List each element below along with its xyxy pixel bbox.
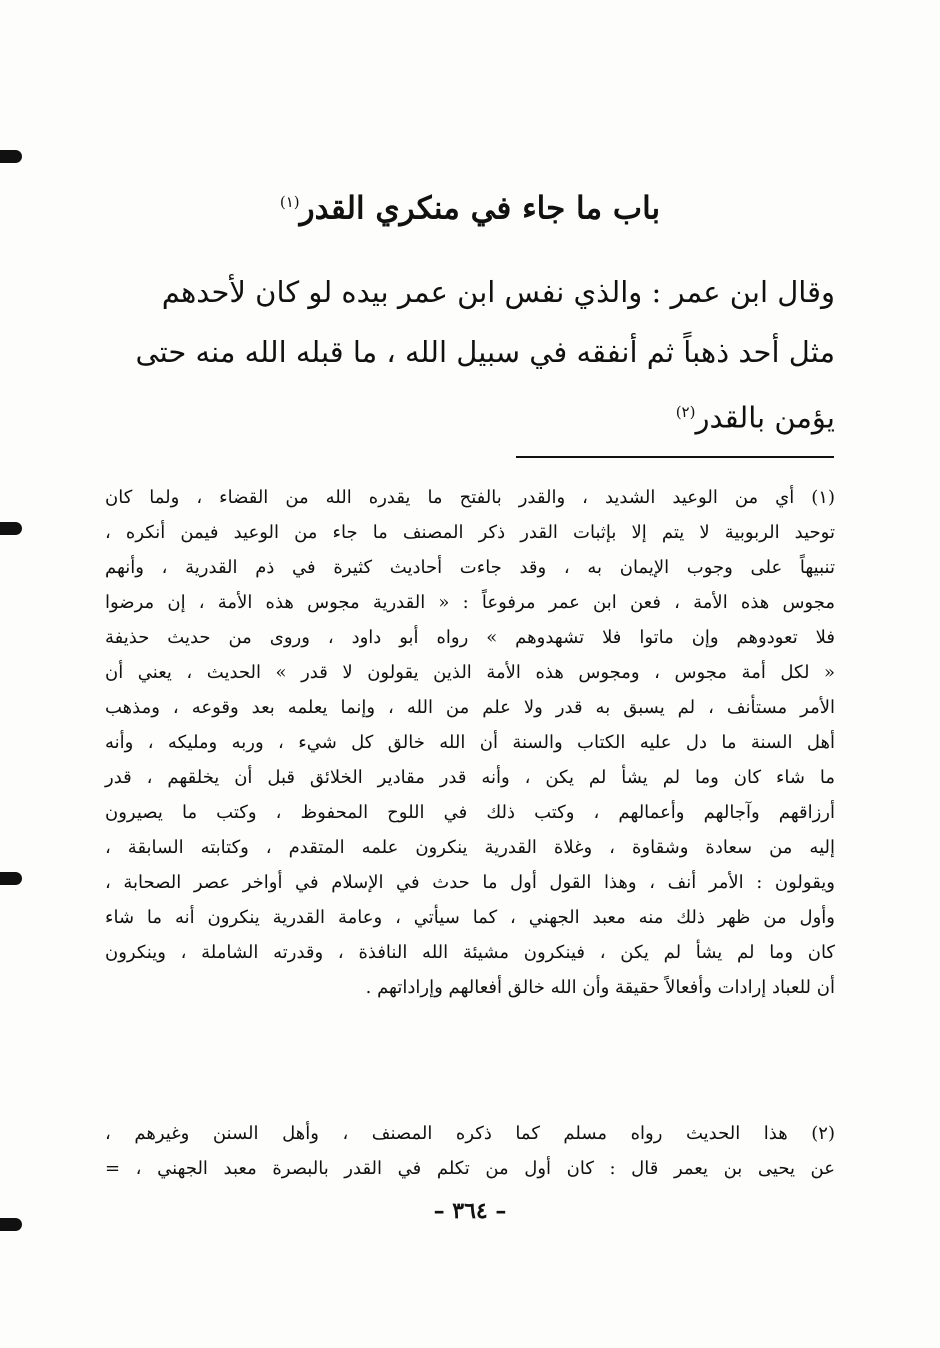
chapter-title-text: باب ما جاء في منكري القدر xyxy=(299,190,661,227)
binding-mark xyxy=(0,872,22,885)
footnote-separator xyxy=(516,456,834,458)
footnote-1-line: إليه من سعادة وشقاوة ، وغلاة القدرية ينكرون علمه المتقدم ، وكتابته السابقة ، xyxy=(105,837,835,858)
main-text-footnote-ref: (٢) xyxy=(675,403,696,421)
footnote-1-line: مجوس هذه الأمة ، فعن ابن عمر مرفوعاً : « القدرية مجوس هذه الأمة ، إن مرضوا xyxy=(105,592,835,613)
footnote-1-line: وأول من ظهر ذلك منه معبد الجهني ، كما سيأتي ، وعامة القدرية ينكرون أنه ما شاء xyxy=(105,907,835,928)
main-text-line: وقال ابن عمر : والذي نفس ابن عمر بيده لو كان لأحدهم xyxy=(161,275,835,309)
chapter-title-footnote-ref: (١) xyxy=(279,193,300,211)
footnote-1-line: أهل السنة ما دل عليه الكتاب والسنة أن الله خالق كل شيء ، وربه ومليكه ، وأنه xyxy=(105,732,835,753)
main-text-line-content: يؤمن بالقدر xyxy=(695,400,835,435)
footnote-1-line: « لكل أمة مجوس ، ومجوس هذه الأمة الذين يقولون لا قدر » الحديث ، يعني أن xyxy=(105,662,835,683)
footnote-2-line: عن يحيى بن يعمر قال : كان أول من تكلم في القدر بالبصرة معبد الجهني ، = xyxy=(105,1158,835,1179)
footnote-1-line: أن للعباد إرادات وأفعالاً حقيقة وأن الله خالق أفعالهم وإراداتهم . xyxy=(365,977,835,998)
binding-mark xyxy=(0,1218,22,1231)
page-number: – ٣٦٤ – xyxy=(433,1198,507,1224)
footnote-1-line: تنبيهاً على وجوب الإيمان به ، وقد جاءت أحاديث كثيرة في ذم القدرية ، وأنهم xyxy=(105,557,835,578)
main-text-line: مثل أحد ذهباً ثم أنفقه في سبيل الله ، ما قبله الله منه حتى xyxy=(135,335,835,369)
footnote-1-line: (١) أي من الوعيد الشديد ، والقدر بالفتح ما يقدره الله من القضاء ، ولما كان xyxy=(105,487,835,508)
main-text-line xyxy=(676,392,835,438)
chapter-title xyxy=(250,182,690,228)
footnote-1-line: ويقولون : الأمر أنف ، وهذا القول أول ما حدث في الإسلام في أواخر عصر الصحابة ، xyxy=(105,872,835,893)
footnote-1-line: كان وما لم يشأ لم يكن ، فينكرون مشيئة الله النافذة ، وقدرته الشاملة ، وينكرون xyxy=(105,942,835,963)
binding-mark xyxy=(0,150,22,163)
footnote-2-line: (٢) هذا الحديث رواه مسلم كما ذكره المصنف ، وأهل السنن وغيرهم ، xyxy=(105,1123,835,1144)
footnote-1-line: توحيد الربوبية لا يتم إلا بإثبات القدر ذكر المصنف ما جاء من الوعيد فيمن أنكره ، xyxy=(105,522,835,543)
footnote-1-line: فلا تعودوهم وإن ماتوا فلا تشهدوهم » رواه أبو داود ، وروى من حديث حذيفة xyxy=(105,627,835,648)
footnote-1-line: ما شاء كان وما لم يشأ لم يكن ، وأنه قدر مقادير الخلائق قبل أن يخلقهم ، قدر xyxy=(105,767,835,788)
binding-mark xyxy=(0,522,22,535)
footnote-1-line: الأمر مستأنف ، لم يسبق به قدر ولا علم من الله ، وإنما يعلمه بعد وقوعه ، ومذهب xyxy=(105,697,835,718)
footnote-1-line: أرزاقهم وآجالهم وأعمالهم ، وكتب ذلك في اللوح المحفوظ ، وكتب ما يصيرون xyxy=(105,802,835,823)
